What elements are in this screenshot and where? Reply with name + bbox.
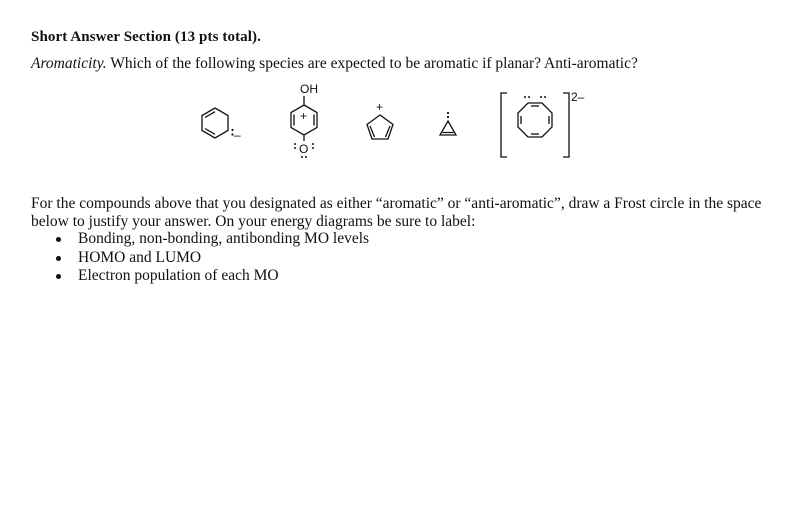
bullet-icon [56,256,61,261]
structures-figure [180,75,620,170]
structure-3-charge: + [376,100,384,114]
list-item [52,249,369,268]
bullet-icon [56,237,61,242]
question-text [31,55,638,73]
bullet-icon [56,274,61,279]
bullet-text: Bonding, non-bonding, antibonding MO levels [78,230,370,247]
structure-hydroxy-oxo-cation [291,82,318,158]
structure-cyclohexadienyl-anion [202,108,241,142]
structure-2-oxygen: O [299,142,309,156]
section-heading: Short Answer Section (13 pts total). [31,29,261,45]
structure-cyclopropenyl-anion [440,112,456,135]
question-lead: Aromaticity. [31,55,107,72]
structure-2-plus: + [300,109,308,123]
structure-1-charge: – [234,128,241,142]
structure-cyclooctatetraene-dianion [501,90,585,157]
list-item [52,267,369,286]
label-requirements-list [52,230,369,286]
question-body: Which of the following species are expected to be aromatic if planar? Anti-aromatic? [106,55,638,72]
structure-cyclopentadienyl-cation [367,100,393,139]
bullet-text: Electron population of each MO [78,267,279,284]
frost-instructions: For the compounds above that you designated as either “aromatic” or “anti-aromatic”, draw a Frost circle in the space below to justify your answer. On your energy diagrams be sure to label: [31,195,762,230]
structure-5-charge: 2– [571,90,585,104]
list-item [52,230,369,249]
structures-row [180,75,620,170]
bullet-text: HOMO and LUMO [78,248,202,266]
structure-2-oh: OH [300,82,318,96]
